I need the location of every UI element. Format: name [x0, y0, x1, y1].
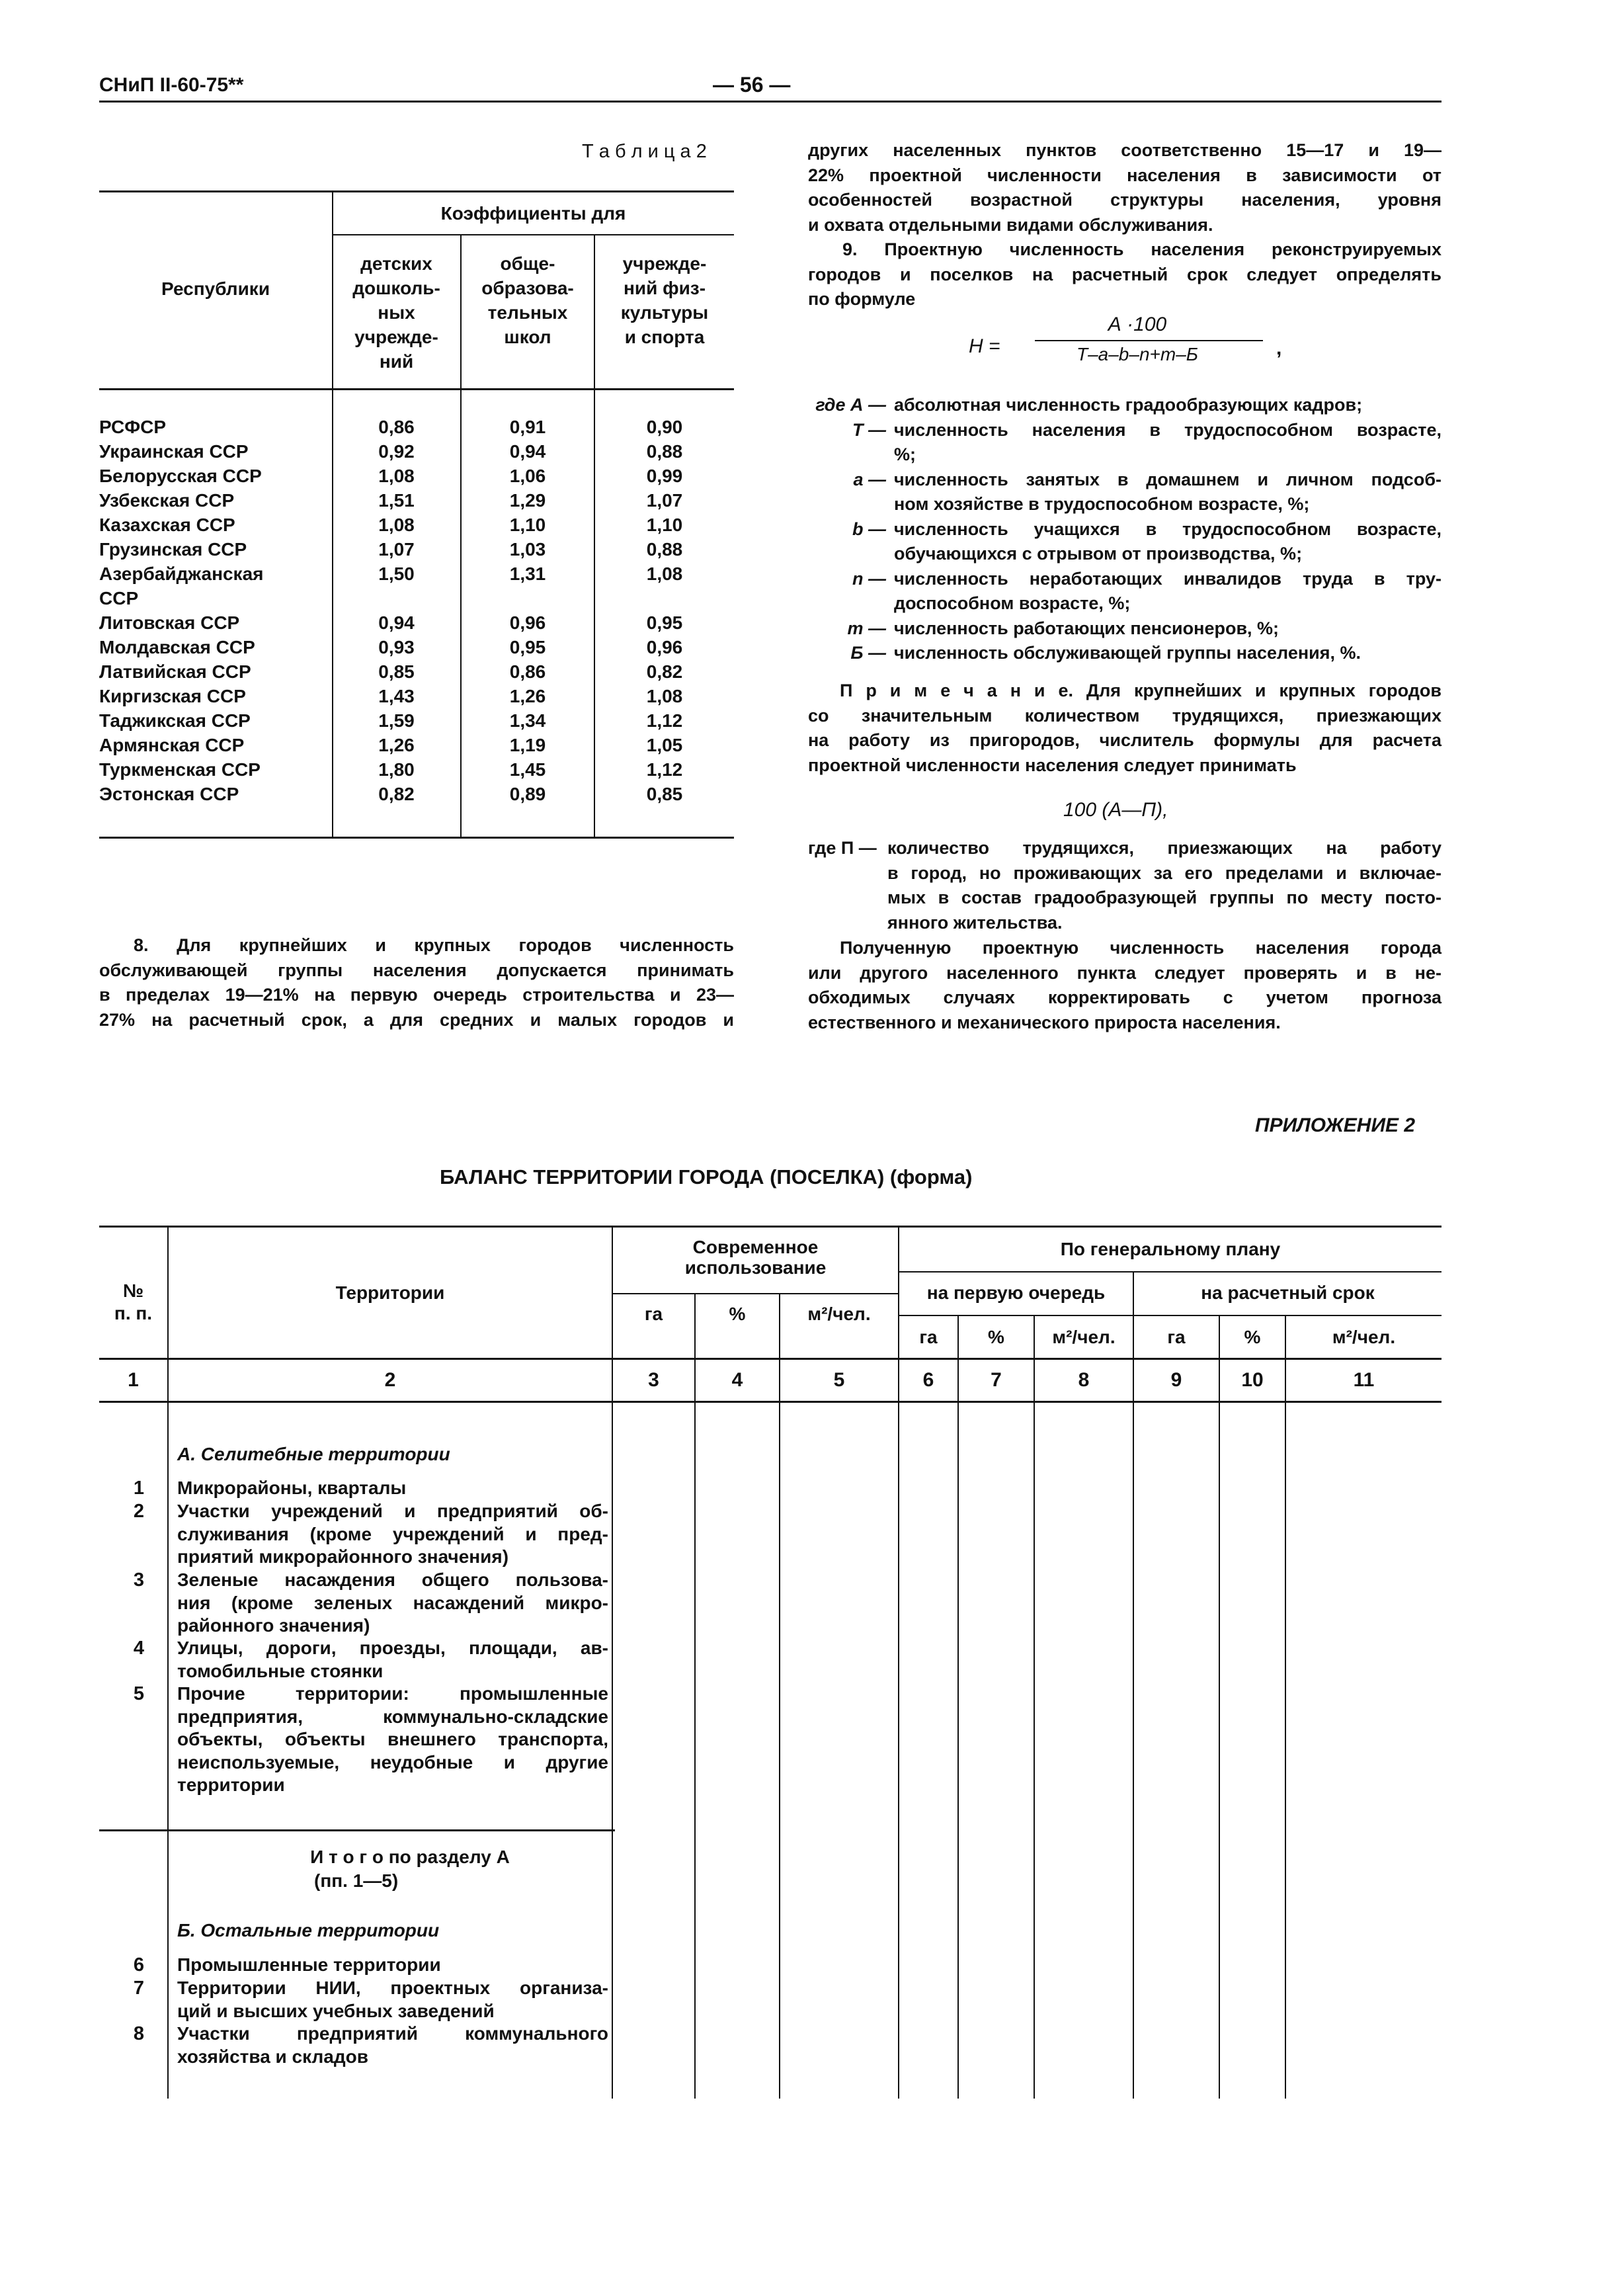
table2-row-value-sport: 1,08 — [646, 686, 683, 706]
column-number: 2 — [384, 1369, 396, 1391]
definition-text: численность занятых в домашнем и личном подсоб- — [894, 469, 1441, 489]
table2-row-name: Азербайджанская — [99, 563, 264, 584]
balance-header-first: на первую очередь — [926, 1282, 1106, 1303]
definition-symbol: Т — — [852, 419, 886, 440]
table2-header-col3: учрежде- ний физ- культуры и спорта — [620, 253, 709, 347]
item-text: объекты, объекты внешнего транспорта, — [177, 1729, 608, 1749]
unit-header: га — [1167, 1327, 1186, 1347]
definition-symbol: а — — [853, 469, 886, 489]
table2-row-name: Белорусская ССР — [99, 466, 262, 486]
table2-row-name-cont: ССР — [99, 588, 139, 608]
page-number: — 56 — — [713, 73, 791, 97]
table2-row-value-sport: 0,85 — [646, 784, 683, 804]
unit-header: % — [729, 1304, 746, 1324]
doc-code: СНиП II-60-75** — [99, 74, 244, 96]
column-number: 9 — [1170, 1369, 1182, 1391]
table2-row-value-school: 1,03 — [509, 539, 546, 560]
table2-row-name: Литовская ССР — [99, 612, 240, 633]
item-text: Зеленые насаждения общего пользова- — [177, 1569, 608, 1590]
table2-row-name: Армянская ССР — [99, 735, 245, 755]
table2-header-group: Коэффициенты для — [440, 203, 626, 224]
item-number: 8 — [133, 2023, 144, 2044]
table2-row-name: Таджикская ССР — [99, 710, 251, 731]
table2-row-value-sport: 1,05 — [646, 735, 683, 755]
table2-row-value-preschool: 1,08 — [378, 466, 415, 486]
definition-symbol: n — — [852, 568, 886, 589]
definition-text: численность неработающих инвалидов труда в тру- — [894, 568, 1441, 589]
item-number: 5 — [133, 1683, 144, 1704]
table2-row-value-sport: 0,99 — [646, 466, 683, 486]
table2-row-value-preschool: 1,59 — [378, 710, 415, 731]
column-number: 6 — [922, 1369, 934, 1391]
item-text: хозяйства и складов — [177, 2046, 368, 2067]
table2-row-value-sport: 0,88 — [646, 441, 683, 462]
where-p: количество трудящихся, приезжающих на работу в город, но проживающих за его пределами и включае- мых в состав градообразующей группы по месту посто- янного жительства. — [887, 838, 1441, 933]
item-text: Участки учреждений и предприятий об- — [177, 1501, 608, 1521]
final-paragraph: Полученную проектную численность населения города или другого населенного пункта следует проверять и в не- обходимых случаях корректировать с учетом прогноза естественного и механического прироста населения. — [808, 938, 1441, 1032]
table2-row-value-school: 0,89 — [509, 784, 546, 804]
table2-row-value-school: 0,86 — [509, 661, 546, 682]
item-number: 1 — [133, 1478, 144, 1499]
item-number: 2 — [133, 1501, 144, 1522]
paragraph-8: 8. Для крупнейших и крупных городов численность обслуживающей группы населения допускается принимать в пределах 19—21% на первую очередь строительства и 23— 27% на расчетный срок, а для средних и малых городов и — [99, 935, 734, 1030]
appendix-title: БАЛАНС ТЕРРИТОРИИ ГОРОДА (ПОСЕЛКА) (форма) — [440, 1165, 973, 1189]
item-text: Микрорайоны, кварталы — [177, 1478, 407, 1498]
table2-row-value-sport: 1,12 — [646, 710, 683, 731]
appendix-label: ПРИЛОЖЕНИЕ 2 — [1255, 1114, 1416, 1136]
definition-text: %; — [894, 444, 916, 464]
item-text: Участки предприятий коммунального — [177, 2023, 608, 2044]
table2-row-value-school: 0,95 — [509, 637, 546, 657]
table2-row-value-preschool: 1,26 — [378, 735, 415, 755]
header-rule — [99, 101, 1441, 103]
table2-row-value-preschool: 1,07 — [378, 539, 415, 560]
column-number: 5 — [833, 1369, 845, 1391]
item-text: Прочие территории: промышленные — [177, 1683, 608, 1704]
table2-row-name: Молдавская ССР — [99, 637, 255, 657]
balance-header-calc: на расчетный срок — [1201, 1282, 1375, 1303]
table2-row-value-preschool: 1,50 — [378, 563, 415, 584]
formula-lhs: Н = — [969, 335, 1000, 357]
item-text: приятий микрорайонного значения) — [177, 1546, 509, 1567]
formula-comma: , — [1276, 337, 1282, 359]
table2-row-value-preschool: 1,08 — [378, 515, 415, 535]
column-number: 8 — [1078, 1369, 1090, 1391]
balance-header-plan: По генеральному плану — [1060, 1239, 1281, 1259]
table2-row-name: Киргизская ССР — [99, 686, 246, 706]
column-number: 11 — [1353, 1369, 1375, 1391]
item-text: Промышленные территории — [177, 1954, 441, 1975]
unit-header: % — [988, 1327, 1004, 1347]
column-number: 10 — [1241, 1369, 1264, 1391]
table2-row-name: Украинская ССР — [99, 441, 249, 462]
column-number: 4 — [731, 1369, 743, 1391]
item-text: служивания (кроме учреждений и пред- — [177, 1523, 608, 1544]
definition-text: численность обслуживающей группы населения, %. — [894, 643, 1361, 663]
table2-header-republics: Республики — [161, 278, 270, 299]
table2-row-value-school: 1,34 — [509, 710, 546, 731]
table2-row-value-school: 1,45 — [509, 759, 546, 780]
balance-header-current: Современное использование — [684, 1237, 827, 1278]
table2-row-value-sport: 0,96 — [646, 637, 683, 657]
table2-row-value-school: 1,10 — [509, 515, 546, 535]
definition-symbol: Б — — [850, 643, 886, 663]
table2-row-value-school: 0,91 — [509, 417, 546, 437]
table2-header-col2: обще- образова- тельных школ — [481, 253, 574, 347]
note: П р и м е ч а н и е. Для крупнейших и крупных городов со значительным количеством трудящихся, приезжающих на работу из пригородов, числитель формулы для расчета проектной численности населения следует принимать — [808, 681, 1441, 775]
definition-text: численность населения в трудоспособном возрасте, — [894, 419, 1441, 440]
definition-text: ном хозяйстве в трудоспособном возрасте, %; — [894, 494, 1310, 514]
table2-row-value-preschool: 1,51 — [378, 490, 415, 511]
table2-row-value-sport: 0,90 — [646, 417, 683, 437]
table2-row-value-preschool: 0,93 — [378, 637, 415, 657]
unit-header: га — [919, 1327, 938, 1347]
table2-row-value-school: 1,06 — [509, 466, 546, 486]
item-text: ций и высших учебных заведений — [177, 2000, 495, 2021]
unit-header: га — [644, 1304, 663, 1324]
table2-row-value-sport: 1,08 — [646, 563, 683, 584]
item-number: 3 — [133, 1569, 144, 1591]
table2-row-value-school: 1,31 — [509, 563, 546, 584]
paragraph-continued: других населенных пунктов соответственно 15—17 и 19— 22% проектной численности населения в зависимости от особенностей возрастной структуры населения, уровня и охвата отдельными видами обслуживания. — [808, 140, 1441, 235]
unit-header: м²/чел. — [1052, 1327, 1116, 1347]
table2-row-value-preschool: 1,80 — [378, 759, 415, 780]
definition-text: доспособном возрасте, %; — [894, 593, 1131, 613]
item-text: районного значения) — [177, 1615, 370, 1636]
table2-row-value-preschool: 0,86 — [378, 417, 415, 437]
table2-row-name: Казахская ССР — [99, 515, 235, 535]
table2-row-value-sport: 1,12 — [646, 759, 683, 780]
section-a-title: А. Селитебные территории — [177, 1444, 450, 1464]
unit-header: м²/чел. — [1332, 1327, 1396, 1347]
table2-row-value-preschool: 0,94 — [378, 612, 415, 633]
unit-header: м²/чел. — [807, 1304, 871, 1324]
definition-text: обучающихся с отрывом от производства, %; — [894, 544, 1303, 563]
table2-row-value-school: 1,19 — [509, 735, 546, 755]
table2-row-name: Эстонская ССР — [99, 784, 239, 804]
unit-header: % — [1244, 1327, 1261, 1347]
definition-text: численность работающих пенсионеров, %; — [894, 618, 1279, 638]
table2-row-value-preschool: 1,43 — [378, 686, 415, 706]
table2-row-value-school: 0,96 — [509, 612, 546, 633]
item-text: томобильные стоянки — [177, 1660, 384, 1681]
item-text: Территории НИИ, проектных организа- — [177, 1978, 608, 1998]
column-number: 7 — [991, 1369, 1002, 1391]
table2-row-value-school: 1,29 — [509, 490, 546, 511]
definition-text: численность учащихся в трудоспособном возрасте, — [894, 519, 1441, 539]
table2-row-value-sport: 1,07 — [646, 490, 683, 511]
balance-header-num: № п. п. — [114, 1280, 153, 1323]
item-text: предприятия, коммунально-складские — [177, 1706, 608, 1727]
definition-symbol: b — — [852, 519, 886, 539]
table2-row-value-sport: 0,88 — [646, 539, 683, 560]
table2-row-name: Латвийская ССР — [99, 661, 251, 682]
balance-header-territory: Территории — [335, 1282, 445, 1303]
section-b-title: Б. Остальные территории — [177, 1920, 440, 1940]
table2-row-value-sport: 1,10 — [646, 515, 683, 535]
table2-row-value-school: 0,94 — [509, 441, 546, 462]
table2-header-col1: детских дошколь- ных учрежде- ний — [352, 253, 440, 372]
item-text: неиспользуемые, неудобные и другие — [177, 1751, 608, 1773]
table2-row-name: Узбекская ССР — [99, 490, 235, 511]
paragraph-9: 9. Проектную численность населения реконструируемых городов и поселков на расчетный срок следует определять по формуле — [808, 239, 1441, 309]
table2-row-value-preschool: 0,82 — [378, 784, 415, 804]
where-p-symbol: где П — — [808, 838, 877, 858]
item-text: ния (кроме зеленых насаждений микро- — [177, 1592, 608, 1613]
item-number: 4 — [133, 1638, 144, 1659]
table2-row-value-sport: 0,82 — [646, 661, 683, 682]
table2-row-name: Грузинская ССР — [99, 539, 247, 560]
definition-symbol: m — — [847, 618, 886, 638]
table2-row-value-preschool: 0,92 — [378, 441, 415, 462]
definition-symbol: где А — — [815, 395, 886, 415]
formula-denominator: Т–а–b–n+m–Б — [1076, 344, 1198, 364]
table2-row-name: Туркменская ССР — [99, 759, 261, 780]
table2-row-value-school: 1,26 — [509, 686, 546, 706]
item-text: территории — [177, 1774, 285, 1795]
formula-numerator: А ·100 — [1108, 313, 1167, 335]
definition-text: абсолютная численность градообразующих кадров; — [894, 395, 1363, 415]
column-number: 1 — [128, 1369, 139, 1391]
item-text: Улицы, дороги, проезды, площади, ав- — [177, 1638, 608, 1658]
table2-row-value-preschool: 0,85 — [378, 661, 415, 682]
item-number: 6 — [133, 1954, 144, 1976]
formula-2: 100 (А—П), — [1063, 799, 1168, 821]
column-number: 3 — [648, 1369, 659, 1391]
table2-caption: Т а б л и ц а 2 — [582, 141, 707, 162]
item-number: 7 — [133, 1978, 144, 1999]
table2-row-name: РСФСР — [99, 417, 166, 437]
total-section-a: И т о г о по разделу А (пп. 1—5) — [310, 1847, 510, 1891]
table2-row-value-sport: 0,95 — [646, 612, 683, 633]
